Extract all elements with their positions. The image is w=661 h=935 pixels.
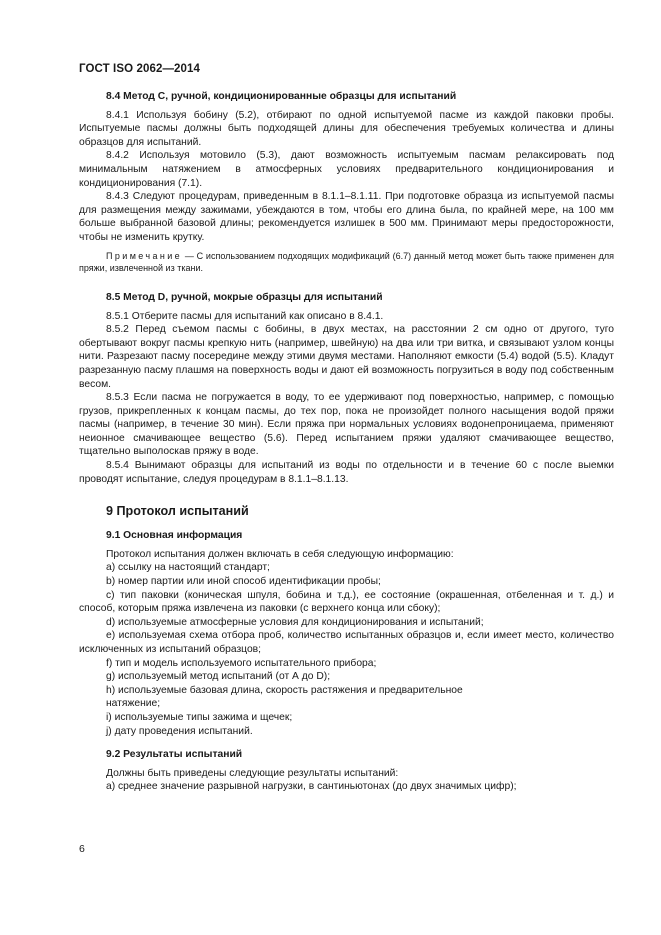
list-item-a: a) ссылку на настоящий стандарт; — [106, 562, 270, 574]
standard-header: ГОСТ ISO 2062—2014 — [79, 63, 201, 75]
list-item-h-cont: натяжение; — [106, 698, 161, 710]
result-item-a: a) среднее значение разрывной нагрузки, в сантиньютонах (до двух значимых цифр); — [106, 781, 517, 793]
section-8-4-title: 8.4 Метод С, ручной, кондиционированные образцы для испытаний — [106, 91, 457, 102]
paragraph-8-4-3: 8.4.3 Следуют процедурам, приведенным в 8.1.1–8.1.11. При подготовке образца из испытуемой пасмы для размещения между зажимами, убеждаются в том, чтобы его длина была, по крайней мере, на 100 мм больше выбранной базовой длины; рекомендуется излишек в 500 мм. Принимают меры предосторожности, чтобы не изменить крутку. — [79, 191, 614, 243]
list-item-c: c) тип паковки (коническая шпуля, бобина и т.д.), ее состояние (окрашенная, отбеленная и т. д.) и способ, которым пряжа извлечена из паковки (с верхнего конца или сбоку); — [79, 589, 614, 615]
paragraph-8-5-4: 8.5.4 Вынимают образцы для испытаний из воды по отдельности и в течение 60 с после выемки проводят испытание, следуя процедурам в 8.1.1–8.1.13. — [79, 460, 614, 485]
list-item-e: e) используемая схема отбора проб, количество испытанных образцов и, если имеет место, количество исключенных из испытаний образцов; — [79, 630, 614, 655]
paragraph-8-4-2: 8.4.2 Используя мотовило (5.3), дают возможность испытуемым пасмам релаксировать под минимальным натяжением в атмосферных условиях предварительного кондиционирования и кондиционирования (7.1). — [79, 150, 614, 189]
list-item-d: d) используемые атмосферные условия для кондиционирования и испытаний; — [106, 616, 484, 628]
list-item-b: b) номер партии или иной способ идентификации пробы; — [106, 576, 381, 588]
list-item-h: h) используемые базовая длина, скорость растяжения и предварительное — [106, 684, 463, 696]
section-8-5-title: 8.5 Метод D, ручной, мокрые образцы для испытаний — [106, 291, 383, 303]
list-item-j: j) дату проведения испытаний. — [106, 725, 253, 737]
note-text: — С использованием подходящих модификаций (6.7) данный метод может быть также применен для пряжи, извлеченной из ткани. — [79, 250, 614, 273]
section-9-title: 9 Протокол испытаний — [106, 504, 249, 519]
page-content — [79, 90, 614, 794]
paragraph-8-5-2: 8.5.2 Перед съемом пасмы с бобины, в двух местах, на расстоянии 2 см одно от другого, туго обертывают вокруг пасмы крепкую нить (например, швейную) на два или три витка, и связывают узлом концы нити. Разрезают пасму посередине между этими двумя местами. Наполняют емкости (5.4) водой (5.5). Кладут разрезанную пасму плашмя на поверхность воды и дают ей возможность погрузиться в воду под собственным весом. — [79, 324, 614, 390]
section-9-2-title: 9.2 Результаты испытаний — [106, 749, 243, 761]
page-number: 6 — [79, 843, 85, 855]
list-item-i: i) используемые типы зажима и щечек; — [106, 711, 293, 723]
section-9-2-intro: Должны быть приведены следующие результаты испытаний: — [106, 767, 399, 779]
note-8-4 — [79, 250, 614, 274]
note-label: Примечание — [106, 250, 183, 261]
paragraph-8-5-1: 8.5.1 Отберите пасмы для испытаний как описано в 8.4.1. — [106, 310, 384, 322]
section-9-1-title: 9.1 Основная информация — [106, 530, 243, 542]
paragraph-8-4-1: 8.4.1 Используя бобину (5.2), отбирают по одной испытуемой пасме из каждой паковки пробы. Испытуемые пасмы должны быть подходящей длины для обеспечения требуемых количества и длины образцов для испытаний. — [79, 109, 614, 148]
list-item-f: f) тип и модель используемого испытательного прибора; — [106, 657, 377, 669]
list-item-g: g) используемый метод испытаний (от А до D); — [106, 671, 331, 683]
paragraph-8-5-3: 8.5.3 Если пасма не погружается в воду, то ее удерживают под поверхностью, например, с помощью грузов, прикрепленных к концам пасмы, до тех пор, пока не произойдет полного насыщения водой пряжи пасмы (например, в течение 30 мин). Если пряжа при нормальных условиях водонепроницаема, применяют неионное смачивающее вещество (5.6). Перед испытанием пряжи удаляют смачивающее вещество, тщательно выполоскав пряжу в воде. — [79, 392, 614, 458]
section-9-1-intro: Протокол испытания должен включать в себя следующую информацию: — [106, 548, 454, 560]
